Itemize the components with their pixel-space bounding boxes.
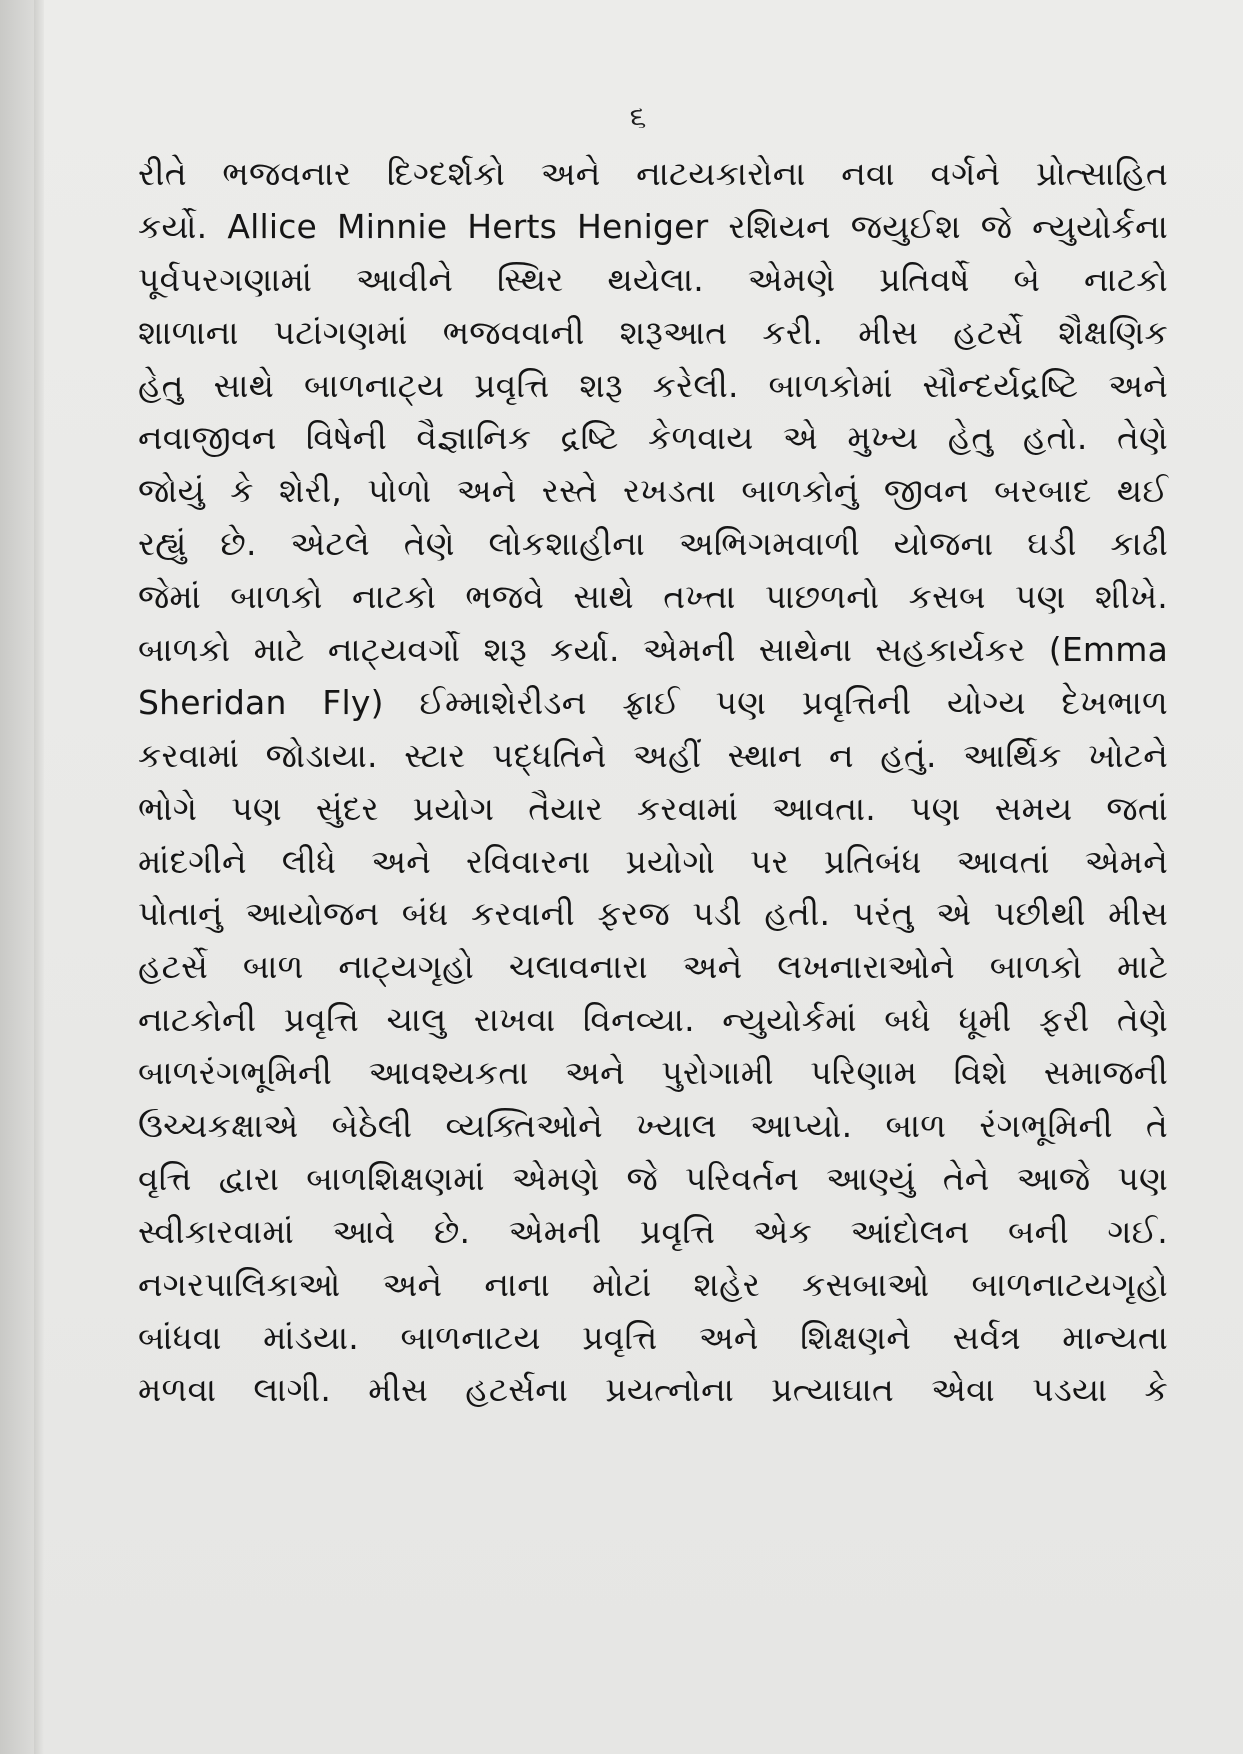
page-number: ૬ [629, 100, 648, 135]
text-line-20: વૃત્તિ દ્વારા બાળશિક્ષણમાં એમણે જે પરિવર્તન આણ્યું તેને આજે પણ [138, 1158, 1168, 1198]
text-line-10: બાળકો માટે નાટ્યવર્ગો શરૂ કર્યા. એમની સાથેના સહકાર્યકર (Emma [138, 630, 1168, 670]
text-line-18: બાળરંગભૂમિની આવશ્યકતા અને પુરોગામી પરિણામ વિશે સમાજની [138, 1053, 1168, 1093]
text-line-24: મળવા લાગી. મીસ હટર્સના પ્રયત્નોના પ્રત્યાઘાત એવા પડયા કે [138, 1370, 1168, 1410]
text-line-22: નગરપાલિકાઓ અને નાના મોટાં શહેર કસબાઓ બાળનાટયગૃહો [138, 1264, 1168, 1304]
book-page [34, 0, 1243, 1754]
text-line-7: જોયું કે શેરી, પોળો અને રસ્તે રખડતા બાળકોનું જીવન બરબાદ થઈ [138, 471, 1168, 511]
text-line-3: પૂર્વપરગણામાં આવીને સ્થિર થયેલા. એમણે પ્રતિવર્ષે બે નાટકો [138, 259, 1168, 299]
page-edge-shadow [34, 0, 44, 1754]
text-line-12: કરવામાં જોડાયા. સ્ટાર પદ્ધતિને અહીં સ્થાન ન હતું. આર્થિક ખોટને [138, 735, 1168, 775]
text-line-6: નવાજીવન વિષેની વૈજ્ઞાનિક દ્રષ્ટિ કેળવાય એ મુખ્ય હેતુ હતો. તેણે [138, 418, 1168, 458]
text-line-16: હટર્સે બાળ નાટ્યગૃહો ચલાવનારા અને લખનારાઓને બાળકો માટે [138, 947, 1168, 987]
text-line-4: શાળાના પટાંગણમાં ભજવવાની શરૂઆત કરી. મીસ હટર્સે શૈક્ષણિક [138, 312, 1168, 352]
body-text [138, 148, 1168, 1417]
text-line-11: Sheridan Fly) ઈમ્માશેરીડન ફ્રાઈ પણ પ્રવૃત્તિની યોગ્ય દેખભાળ [138, 682, 1168, 722]
text-line-5: હેતુ સાથે બાળનાટ્ય પ્રવૃત્તિ શરૂ કરેલી. બાળકોમાં સૌન્દર્યદ્રષ્ટિ અને [138, 365, 1168, 405]
text-line-13: ભોગે પણ સુંદર પ્રયોગ તૈયાર કરવામાં આવતા. પણ સમય જતાં [138, 788, 1168, 828]
text-line-15: પોતાનું આયોજન બંધ કરવાની ફરજ પડી હતી. પરંતુ એ પછીથી મીસ [138, 894, 1168, 934]
text-line-1: રીતે ભજવનાર દિગ્દર્શકો અને નાટયકારોના નવા વર્ગને પ્રોત્સાહિત [138, 154, 1168, 193]
text-line-2: કર્યો. Allice Minnie Herts Heniger રશિયન જયુઈશ જે ન્યુયોર્કના [138, 206, 1168, 246]
text-line-19: ઉચ્ચકક્ષાએ બેઠેલી વ્યક્તિઓને ખ્યાલ આપ્યો. બાળ રંગભૂમિની તે [138, 1106, 1168, 1146]
text-line-17: નાટકોની પ્રવૃત્તિ ચાલુ રાખવા વિનવ્યા. ન્યુયોર્કમાં બધે ધૂમી ફરી તેણે [138, 1000, 1168, 1040]
text-line-8: રહ્યું છે. એટલે તેણે લોકશાહીના અભિગમવાળી યોજના ઘડી કાઢી [138, 524, 1168, 564]
text-line-21: સ્વીકારવામાં આવે છે. એમની પ્રવૃત્તિ એક આંદોલન બની ગઈ. [138, 1211, 1168, 1251]
text-line-9: જેમાં બાળકો નાટકો ભજવે સાથે તખ્તા પાછળનો કસબ પણ શીખે. [138, 577, 1168, 617]
text-line-14: માંદગીને લીધે અને રવિવારના પ્રયોગો પર પ્રતિબંધ આવતાં એમને [138, 841, 1168, 881]
text-line-23: બાંધવા માંડયા. બાળનાટય પ્રવૃત્તિ અને શિક્ષણને સર્વત્ર માન્યતા [138, 1317, 1168, 1357]
